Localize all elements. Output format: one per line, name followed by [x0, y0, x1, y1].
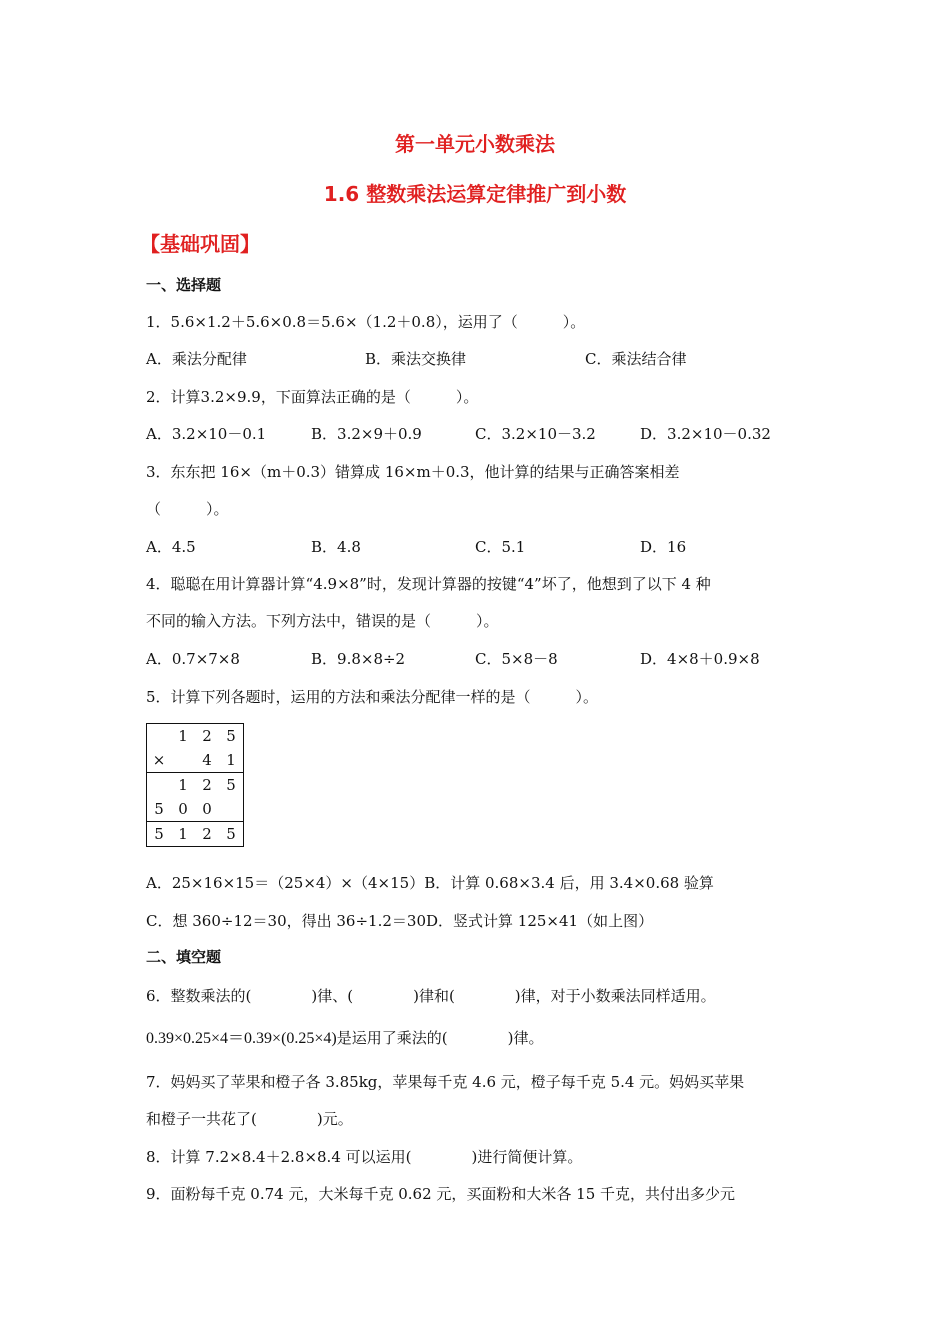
- multiply-sign: ×: [152, 751, 166, 769]
- question-5: 5．计算下列各题时，运用的方法和乘法分配律一样的是（ ）。: [146, 688, 599, 706]
- calc-cell: 1: [178, 776, 188, 794]
- q3-option-b: B．4.8: [311, 538, 361, 556]
- calc-cell: 2: [202, 727, 212, 745]
- q4-option-c: C．5×8－8: [475, 650, 558, 668]
- calc-row-1: [147, 724, 244, 749]
- q2-option-c: C．3.2×10－3.2: [475, 425, 596, 443]
- calc-row-2: [147, 748, 244, 773]
- calc-cell: [147, 724, 172, 749]
- q5-options-line2: C．想 360÷12＝30，得出 36÷1.2＝30D．竖式计算 125×41（如上图）: [146, 912, 654, 930]
- calc-cell: 1: [178, 727, 188, 745]
- calc-cell: 1: [226, 751, 236, 769]
- question-4-line1: 4．聪聪在用计算器计算“4.9×8”时，发现计算器的按键“4”坏了，他想到了以下 4 种: [146, 575, 711, 593]
- calc-cell: 5: [154, 825, 164, 843]
- question-7-line1: 7．妈妈买了苹果和橙子各 3.85kg，苹果每千克 4.6 元，橙子每千克 5.4 元。妈妈买苹果: [146, 1073, 745, 1091]
- calc-cell: 5: [226, 825, 236, 843]
- question-8: 8．计算 7.2×8.4＋2.8×8.4 可以运用( )进行简便计算。: [146, 1148, 583, 1166]
- question-7-line2: 和橙子一共花了( )元。: [146, 1110, 353, 1128]
- question-2: 2．计算3.2×9.9，下面算法正确的是（ ）。: [146, 388, 479, 406]
- q4-option-d: D．4×8＋0.9×8: [640, 650, 760, 668]
- calc-cell: 0: [202, 800, 212, 818]
- lesson-title: 1.6 整数乘法运算定律推广到小数: [323, 182, 627, 206]
- q2-option-b: B．3.2×9＋0.9: [311, 425, 422, 443]
- calc-cell: 2: [202, 776, 212, 794]
- calc-cell: 5: [226, 727, 236, 745]
- vertical-calculation: [146, 723, 244, 847]
- q2-option-d: D．3.2×10－0.32: [640, 425, 771, 443]
- calc-cell: 5: [154, 800, 164, 818]
- question-3-line1: 3．东东把 16×（m＋0.3）错算成 16×m＋0.3，他计算的结果与正确答案相差: [146, 463, 680, 481]
- q5-options-line1: A．25×16×15＝（25×4）×（4×15）B．计算 0.68×3.4 后，用 3.4×0.68 验算: [146, 874, 714, 892]
- calc-cell: [147, 773, 172, 798]
- question-6-line1: 6．整数乘法的( )律、( )律和( )律，对于小数乘法同样适用。: [146, 987, 716, 1005]
- question-3-line2: （ ）。: [146, 500, 229, 518]
- calc-cell: 4: [202, 751, 212, 769]
- q6-formula: 0.39×0.25×4＝0.39×(0.25×4): [146, 1030, 337, 1047]
- part2-heading: 二、填空题: [146, 948, 222, 966]
- calc-cell: [219, 797, 244, 822]
- q1-option-a: A．乘法分配律: [146, 350, 247, 368]
- q1-option-b: B．乘法交换律: [365, 350, 467, 368]
- calc-cell: 1: [178, 825, 188, 843]
- section-label: 【基础巩固】: [140, 232, 260, 256]
- q4-option-b: B．9.8×8÷2: [311, 650, 406, 668]
- question-1: 1．5.6×1.2＋5.6×0.8＝5.6×（1.2＋0.8），运用了（ ）。: [146, 313, 586, 331]
- calc-cell: 2: [202, 825, 212, 843]
- calc-cell: 5: [226, 776, 236, 794]
- unit-title: 第一单元小数乘法: [395, 132, 555, 156]
- calc-row-5: [147, 822, 244, 847]
- question-9: 9．面粉每千克 0.74 元，大米每千克 0.62 元，买面粉和大米各 15 千克，共付出多少元: [146, 1185, 736, 1203]
- question-6-line2: [146, 1025, 543, 1048]
- question-4-line2: 不同的输入方法。下列方法中，错误的是（ ）。: [146, 612, 499, 630]
- calc-row-4: [147, 797, 244, 822]
- q1-option-c: C．乘法结合律: [585, 350, 687, 368]
- q2-option-a: A．3.2×10－0.1: [146, 425, 267, 443]
- q3-option-d: D．16: [640, 538, 687, 556]
- calc-cell: [171, 748, 195, 773]
- q3-option-a: A．4.5: [146, 538, 196, 556]
- q4-option-a: A．0.7×7×8: [146, 650, 240, 668]
- q6-suffix: 是运用了乘法的( )律。: [336, 1029, 544, 1047]
- part1-heading: 一、选择题: [146, 276, 222, 294]
- calc-row-3: [147, 773, 244, 798]
- calc-cell: 0: [178, 800, 188, 818]
- q3-option-c: C．5.1: [475, 538, 526, 556]
